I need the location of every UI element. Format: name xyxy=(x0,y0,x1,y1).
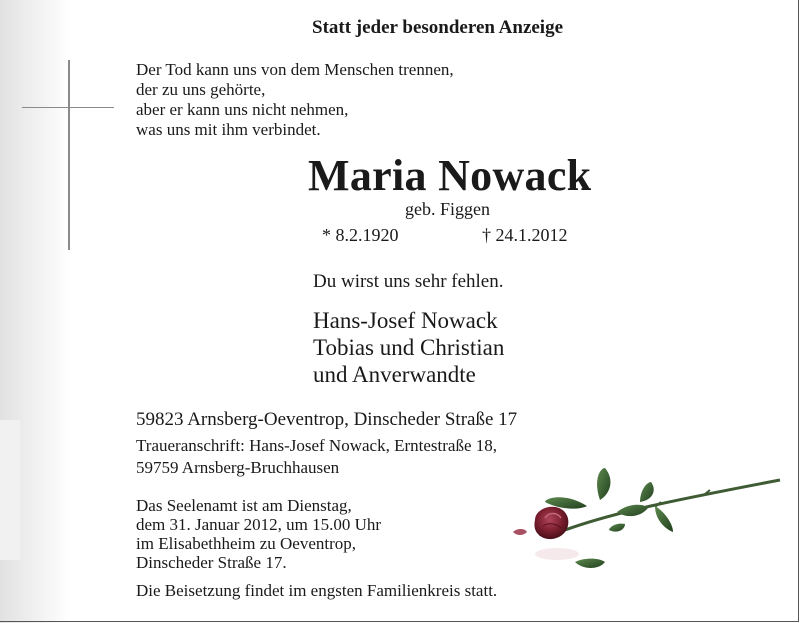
mourner: Tobias und Christian xyxy=(313,335,505,360)
maiden-name: geb. Figgen xyxy=(405,199,490,219)
mourning-address-line: Traueranschrift: Hans-Josef Nowack, Erntestraße 18, xyxy=(136,436,497,455)
requiem-line: dem 31. Januar 2012, um 15.00 Uhr xyxy=(136,515,382,534)
announcement-header: Statt jeder besonderen Anzeige xyxy=(312,17,564,38)
poem-line: was uns mit ihm verbindet. xyxy=(136,120,321,139)
family-address: 59823 Arnsberg-Oeventrop, Dinscheder Straße 17 xyxy=(136,409,518,430)
requiem-line: Das Seelenamt ist am Dienstag, xyxy=(136,496,352,515)
deceased-name: Maria Nowack xyxy=(308,151,592,200)
birth-date: * 8.2.1920 xyxy=(322,225,399,245)
burial-notice: Die Beisetzung findet im engsten Familienkreis statt. xyxy=(136,581,498,600)
farewell-line: Du wirst uns sehr fehlen. xyxy=(313,271,504,292)
requiem-line: Dinscheder Straße 17. xyxy=(136,553,287,572)
mourner: Hans-Josef Nowack xyxy=(313,308,498,333)
poem-line: aber er kann uns nicht nehmen, xyxy=(136,100,349,119)
requiem-line: im Elisabethheim zu Oeventrop, xyxy=(136,534,356,553)
mourner: und Anverwandte xyxy=(313,362,476,387)
death-date: † 24.1.2012 xyxy=(482,225,568,245)
mourning-address-line: 59759 Arnsberg-Bruchhausen xyxy=(136,458,340,477)
poem-line: Der Tod kann uns von dem Menschen trennen, xyxy=(136,60,454,79)
poem-line: der zu uns gehörte, xyxy=(136,80,266,99)
